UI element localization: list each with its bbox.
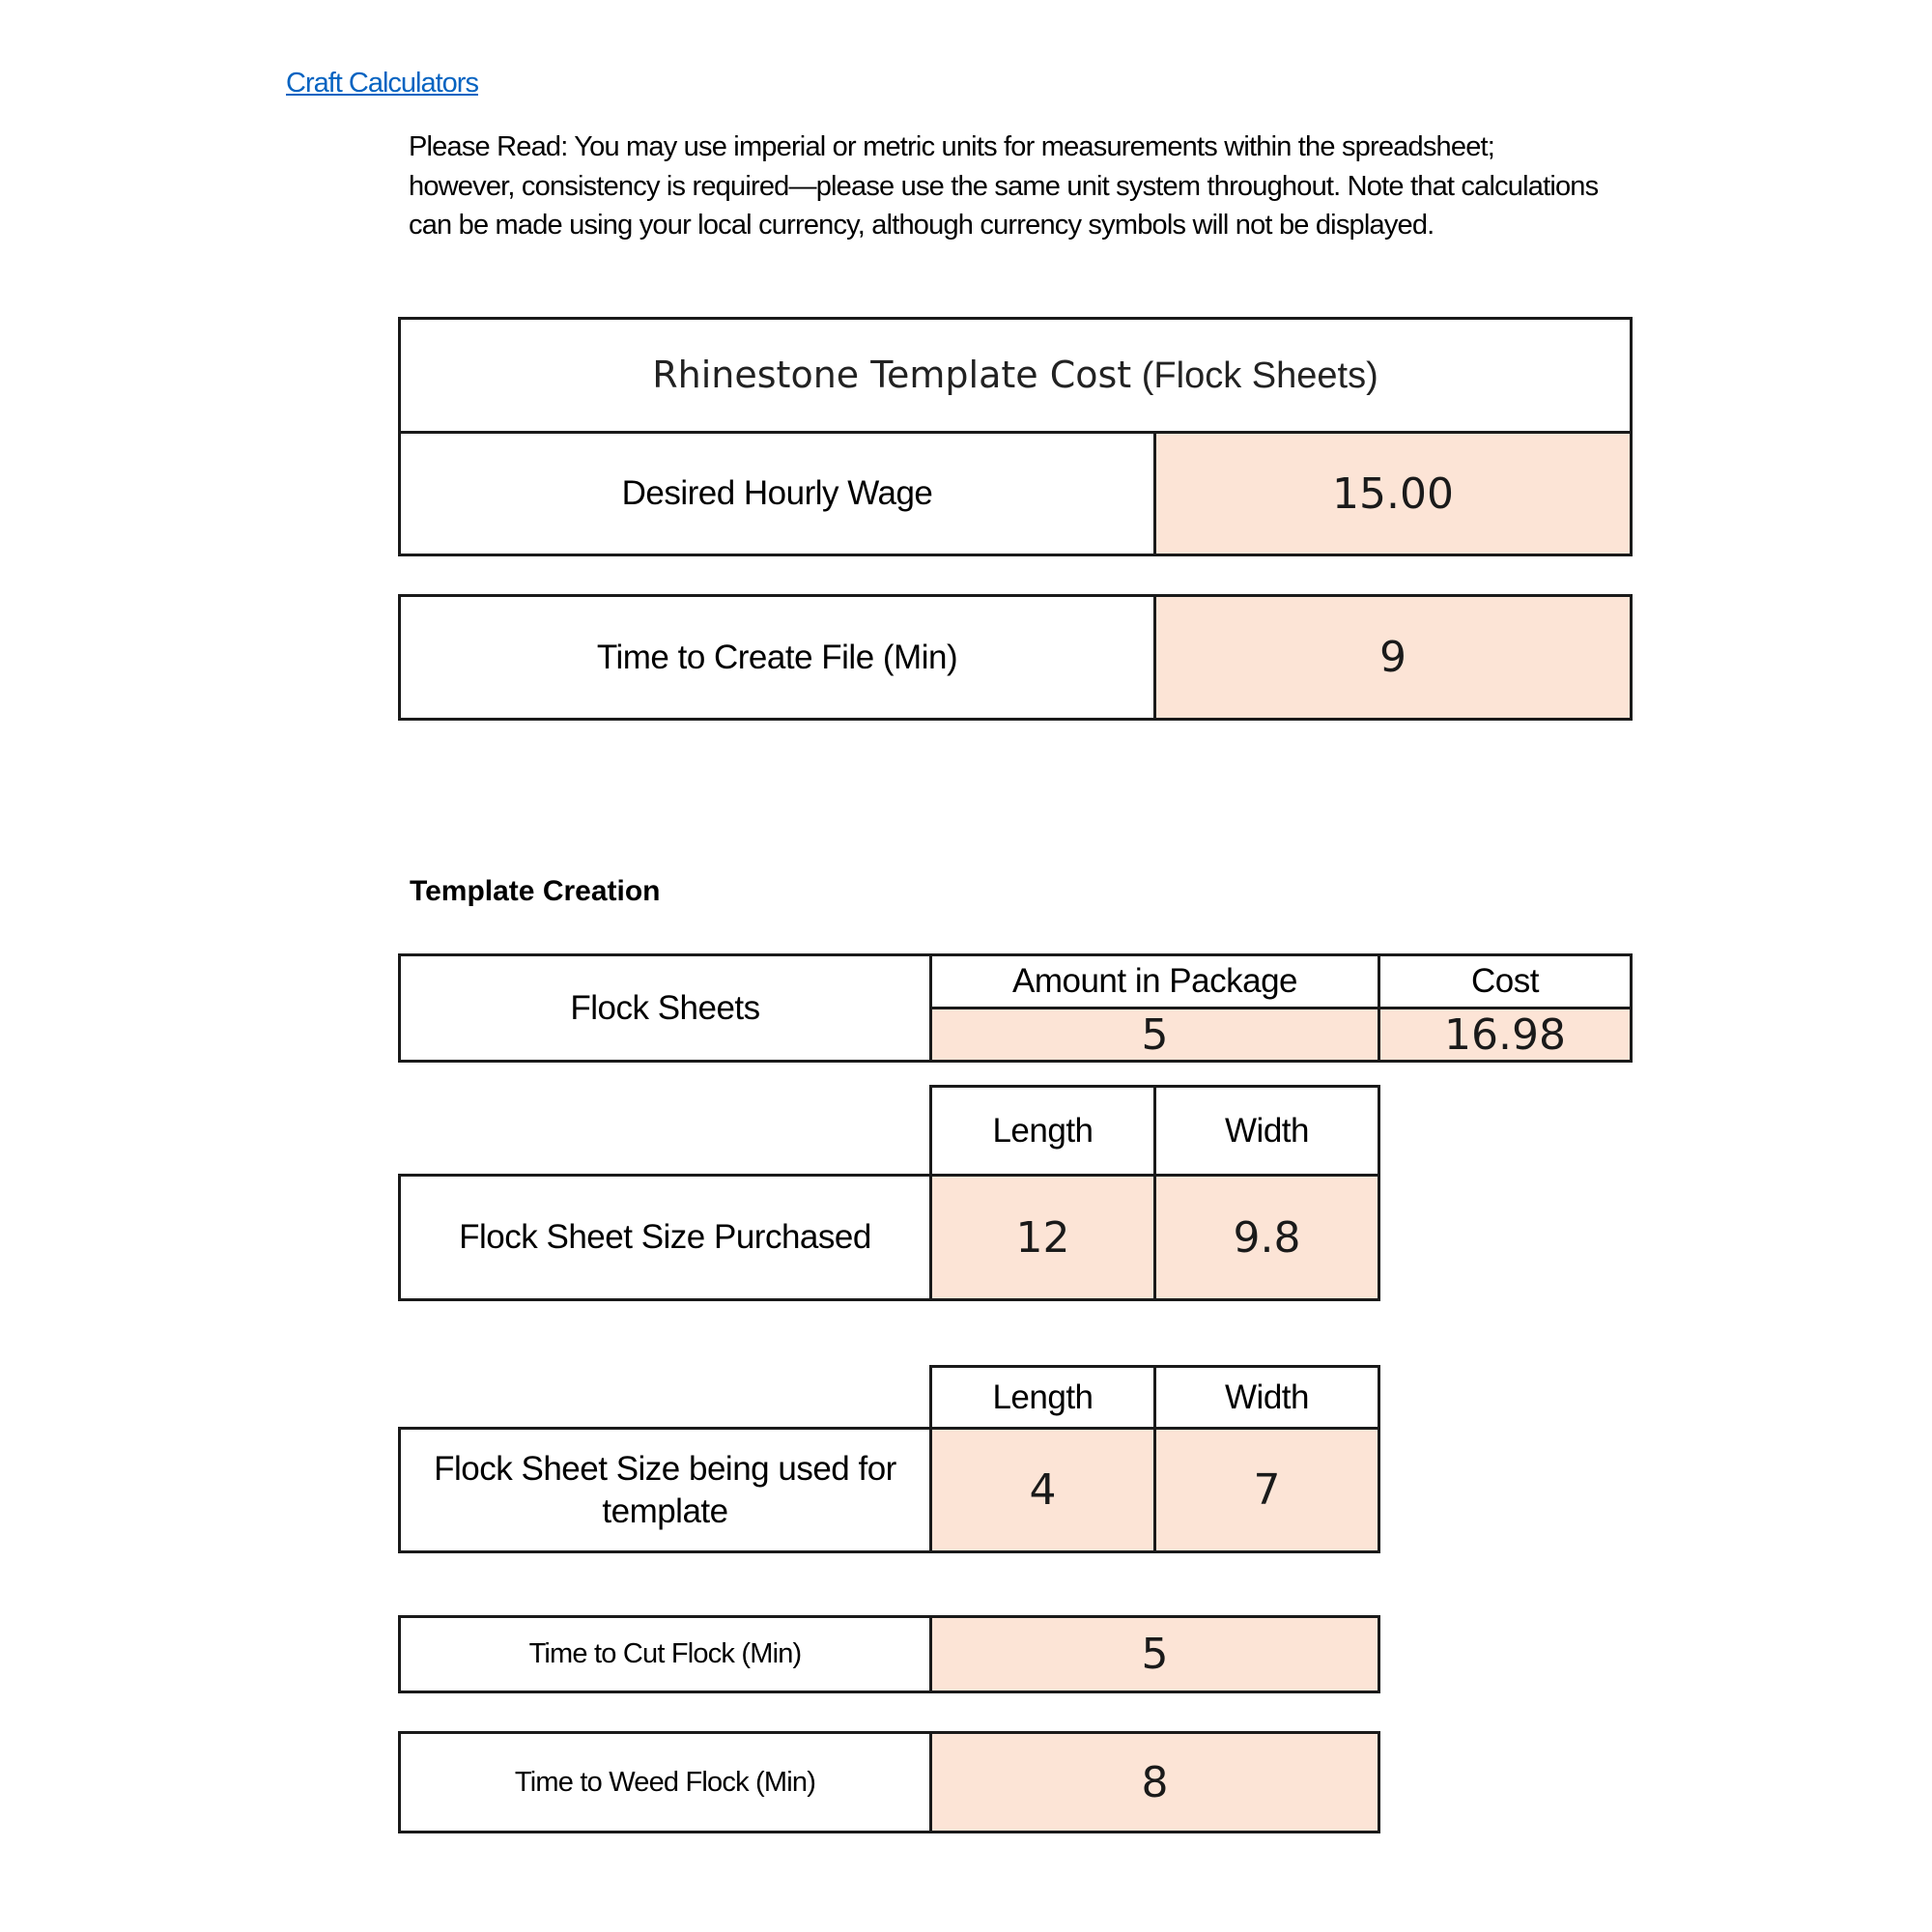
size-purchased-label: Flock Sheet Size Purchased	[398, 1174, 932, 1301]
create-file-label: Time to Create File (Min)	[398, 594, 1156, 721]
summary-subtitle: (Flock Sheets)	[1141, 355, 1378, 396]
hourly-wage-input[interactable]: 15.00	[1153, 431, 1633, 556]
create-file-input[interactable]: 9	[1153, 594, 1633, 721]
purchased-length-header: Length	[929, 1085, 1156, 1177]
purchased-width-header: Width	[1153, 1085, 1380, 1177]
summary-title-cell	[398, 317, 1633, 434]
purchased-length-input[interactable]: 12	[929, 1174, 1156, 1301]
used-length-header: Length	[929, 1365, 1156, 1430]
weed-time-input[interactable]: 8	[929, 1731, 1380, 1833]
weed-time-label: Time to Weed Flock (Min)	[398, 1731, 932, 1833]
summary-title: Rhinestone Template Cost	[652, 354, 1132, 396]
craft-calculators-link[interactable]: Craft Calculators	[286, 68, 478, 99]
template-creation-heading: Template Creation	[410, 875, 661, 907]
used-width-input[interactable]: 7	[1153, 1427, 1380, 1553]
cost-input[interactable]: 16.98	[1378, 1007, 1633, 1063]
amount-input[interactable]: 5	[929, 1007, 1380, 1063]
used-width-header: Width	[1153, 1365, 1380, 1430]
cut-time-label: Time to Cut Flock (Min)	[398, 1615, 932, 1693]
flock-sheets-label: Flock Sheets	[398, 953, 932, 1063]
purchased-width-input[interactable]: 9.8	[1153, 1174, 1380, 1301]
used-length-input[interactable]: 4	[929, 1427, 1156, 1553]
size-used-label: Flock Sheet Size being used for template	[398, 1427, 932, 1553]
cut-time-input[interactable]: 5	[929, 1615, 1380, 1693]
amount-header: Amount in Package	[929, 953, 1380, 1009]
cost-header: Cost	[1378, 953, 1633, 1009]
instructions-note: Please Read: You may use imperial or metric units for measurements within the spreadsheet; however, consistency is required—please use the same unit system throughout. Note that calculations can be made using your local currency, although currency symbols will not be displayed.	[409, 131, 1599, 241]
hourly-wage-label: Desired Hourly Wage	[398, 431, 1156, 556]
